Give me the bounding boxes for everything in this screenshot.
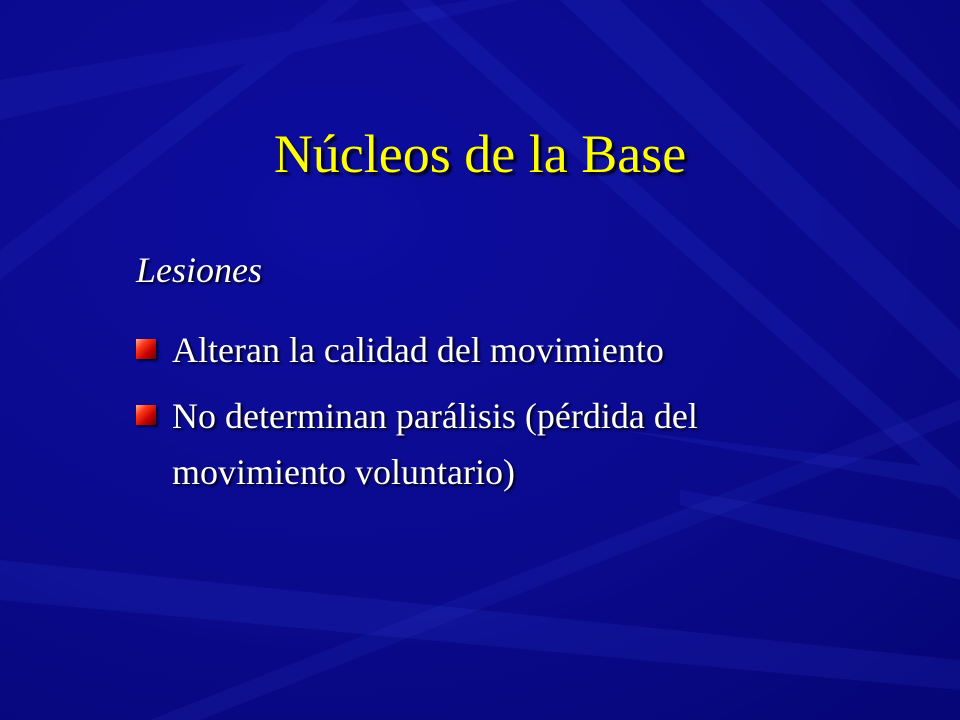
- section-subheading: Lesiones: [136, 250, 262, 290]
- bullet-list: [136, 322, 856, 510]
- red-square-bullet-icon: [136, 339, 156, 359]
- bullet-item: [136, 322, 856, 378]
- bullet-text: No determinan parálisis (pérdida del movimiento voluntario): [172, 396, 698, 492]
- bullet-text: Alteran la calidad del movimiento: [172, 330, 664, 370]
- red-square-bullet-icon: [136, 405, 156, 425]
- slide-title: Núcleos de la Base: [273, 124, 687, 184]
- bullet-item: [136, 388, 856, 500]
